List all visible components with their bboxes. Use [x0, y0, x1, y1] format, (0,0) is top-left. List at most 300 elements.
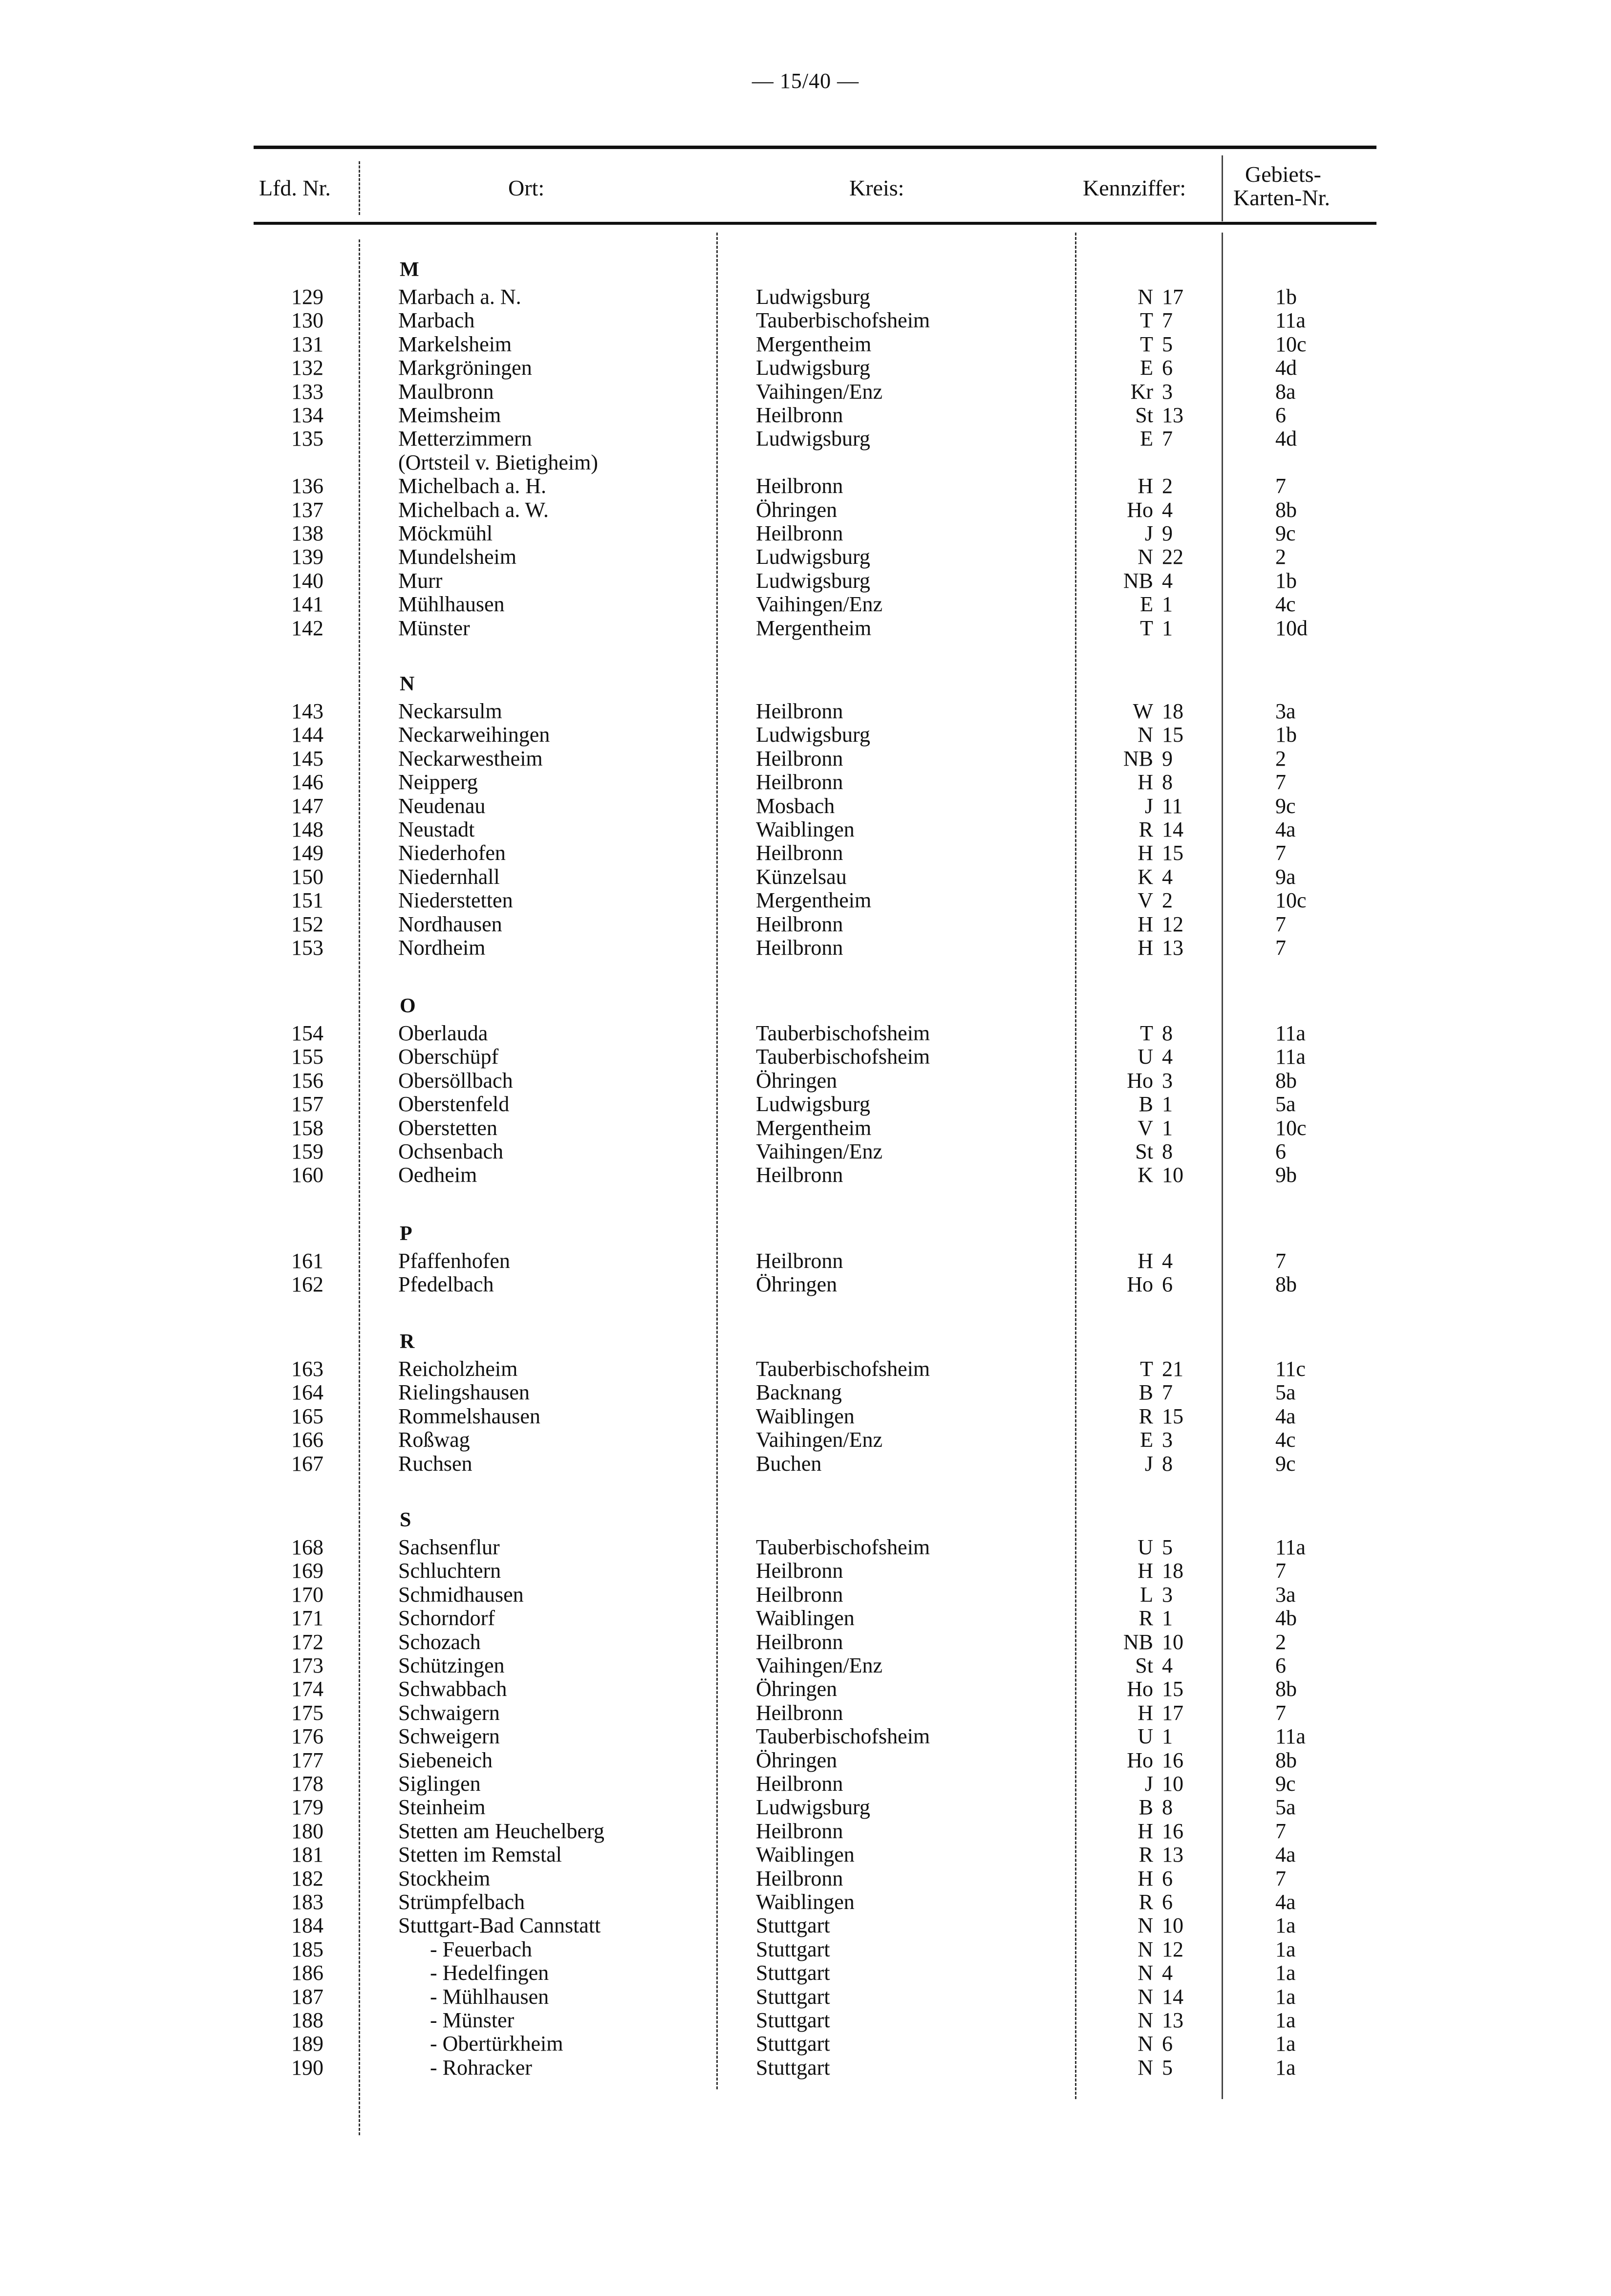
kennziffer-letter-cell: H — [1138, 1249, 1153, 1273]
lfd-nr-cell: 184 — [291, 1913, 323, 1937]
kreis-cell: Ludwigsburg — [756, 545, 870, 569]
page-number: — 15/40 — — [752, 69, 859, 93]
lfd-nr-cell: 131 — [291, 332, 323, 356]
table-row — [0, 474, 1611, 498]
gebietskarte-cell: 8b — [1275, 1677, 1297, 1701]
ort-cell: Ochsenbach — [398, 1139, 504, 1163]
gebietskarte-cell: 5a — [1275, 1092, 1296, 1116]
ort-cell: Murr — [398, 569, 443, 593]
section-letter: R — [400, 1330, 415, 1353]
kennziffer-letter-cell: St — [1135, 1653, 1153, 1677]
header-kreis: Kreis: — [849, 175, 904, 200]
kennziffer-letter-cell: T — [1140, 332, 1153, 356]
kreis-cell: Waiblingen — [756, 817, 855, 841]
table-row — [0, 380, 1611, 404]
kennziffer-letter-cell: E — [1140, 356, 1153, 380]
table-row — [0, 818, 1611, 841]
lfd-nr-cell: 169 — [291, 1559, 323, 1583]
kennziffer-letter-cell: J — [1144, 1772, 1153, 1796]
gebietskarte-cell: 10c — [1275, 1116, 1307, 1140]
gebietskarte-cell: 1b — [1275, 569, 1297, 593]
kreis-cell: Stuttgart — [756, 1985, 830, 2009]
table-row — [0, 700, 1611, 723]
kennziffer-number-cell: 4 — [1162, 1045, 1173, 1069]
kennziffer-letter-cell: V — [1138, 888, 1153, 912]
gebietskarte-cell: 7 — [1275, 474, 1286, 498]
kreis-cell: Heilbronn — [756, 912, 843, 936]
header-ort: Ort: — [508, 175, 545, 200]
kreis-cell: Heilbronn — [756, 521, 843, 545]
kreis-cell: Öhringen — [756, 1069, 838, 1093]
ort-cell: Niederhofen — [398, 841, 506, 865]
kennziffer-number-cell: 4 — [1162, 498, 1173, 522]
kennziffer-letter-cell: NB — [1123, 1630, 1153, 1654]
table-row — [0, 451, 1611, 474]
gebietskarte-cell: 3a — [1275, 1583, 1296, 1607]
gebietskarte-cell: 7 — [1275, 1819, 1286, 1843]
kennziffer-letter-cell: B — [1138, 1795, 1153, 1819]
table-row — [0, 723, 1611, 747]
section-letter-row — [0, 672, 1611, 696]
table-row — [0, 936, 1611, 960]
ort-cell: Schützingen — [398, 1653, 505, 1677]
table-row — [0, 2056, 1611, 2080]
ort-cell: Schmidhausen — [398, 1583, 524, 1607]
table-row — [0, 1867, 1611, 1890]
gebietskarte-cell: 1a — [1275, 1913, 1296, 1937]
gebietskarte-cell: 7 — [1275, 770, 1286, 794]
lfd-nr-cell: 173 — [291, 1653, 323, 1677]
kennziffer-number-cell: 8 — [1162, 1452, 1173, 1476]
kreis-cell: Künzelsau — [756, 865, 847, 889]
ort-cell: Neipperg — [398, 770, 478, 794]
gebietskarte-cell: 9c — [1275, 521, 1296, 545]
table-row — [0, 285, 1611, 309]
kennziffer-number-cell: 1 — [1162, 1092, 1173, 1116]
kreis-cell: Ludwigsburg — [756, 285, 870, 309]
gebietskarte-cell: 5a — [1275, 1380, 1296, 1404]
ort-cell: Mundelsheim — [398, 545, 516, 569]
lfd-nr-cell: 187 — [291, 1985, 323, 2009]
ort-cell: Marbach a. N. — [398, 285, 521, 309]
ort-cell: Michelbach a. W. — [398, 498, 549, 522]
ort-cell: Neckarwestheim — [398, 747, 543, 771]
gebietskarte-cell: 1a — [1275, 1961, 1296, 1985]
kennziffer-number-cell: 14 — [1162, 1985, 1183, 2009]
kennziffer-number-cell: 5 — [1162, 1535, 1173, 1559]
column-divider-kennziffer-gebiets-header — [1222, 155, 1223, 221]
lfd-nr-cell: 174 — [291, 1677, 323, 1701]
lfd-nr-cell: 156 — [291, 1069, 323, 1093]
table-row — [0, 889, 1611, 912]
gebietskarte-cell: 11a — [1275, 1045, 1306, 1069]
gebietskarte-cell: 1b — [1275, 723, 1297, 747]
kennziffer-letter-cell: H — [1138, 936, 1153, 960]
kennziffer-number-cell: 12 — [1162, 912, 1183, 936]
kennziffer-letter-cell: N — [1138, 1937, 1153, 1961]
kreis-cell: Heilbronn — [756, 1163, 843, 1187]
gebietskarte-cell: 2 — [1275, 747, 1286, 771]
lfd-nr-cell: 147 — [291, 794, 323, 818]
kennziffer-number-cell: 4 — [1162, 865, 1173, 889]
lfd-nr-cell: 130 — [291, 308, 323, 332]
table-row — [0, 1607, 1611, 1630]
ort-cell: Metterzimmern — [398, 427, 532, 451]
kennziffer-number-cell: 7 — [1162, 308, 1173, 332]
kreis-cell: Mergentheim — [756, 616, 872, 640]
column-divider-lfd — [359, 161, 360, 215]
ort-cell: - Münster — [430, 2008, 515, 2032]
section-letter-row — [0, 1222, 1611, 1245]
kreis-cell: Waiblingen — [756, 1890, 855, 1914]
kennziffer-number-cell: 22 — [1162, 545, 1183, 569]
section-letter-row — [0, 994, 1611, 1018]
gebietskarte-cell: 8b — [1275, 498, 1297, 522]
table-row — [0, 1914, 1611, 1937]
table-row — [0, 1405, 1611, 1428]
lfd-nr-cell: 161 — [291, 1249, 323, 1273]
kennziffer-number-cell: 8 — [1162, 1795, 1173, 1819]
kreis-cell: Öhringen — [756, 1272, 838, 1296]
table-row — [0, 356, 1611, 380]
ort-cell: Schluchtern — [398, 1559, 501, 1583]
kreis-cell: Tauberbischofsheim — [756, 1045, 930, 1069]
ort-cell: Siglingen — [398, 1772, 481, 1796]
table-row — [0, 522, 1611, 545]
kennziffer-number-cell: 15 — [1162, 1677, 1183, 1701]
kennziffer-letter-cell: R — [1138, 1606, 1153, 1630]
lfd-nr-cell: 188 — [291, 2008, 323, 2032]
kennziffer-number-cell: 6 — [1162, 1272, 1173, 1296]
gebietskarte-cell: 7 — [1275, 1559, 1286, 1583]
kennziffer-letter-cell: H — [1138, 841, 1153, 865]
gebietskarte-cell: 5a — [1275, 1795, 1296, 1819]
kreis-cell: Mosbach — [756, 794, 835, 818]
ort-cell: Marbach — [398, 308, 475, 332]
table-row — [0, 747, 1611, 771]
ort-cell: Pfaffenhofen — [398, 1249, 510, 1273]
ort-cell: Markgröningen — [398, 356, 532, 380]
table-row — [0, 1985, 1611, 2009]
kennziffer-number-cell: 5 — [1162, 332, 1173, 356]
table-row — [0, 1890, 1611, 1914]
kreis-cell: Heilbronn — [756, 1701, 843, 1725]
kreis-cell: Heilbronn — [756, 474, 843, 498]
ort-cell: Oberlauda — [398, 1021, 488, 1045]
kennziffer-letter-cell: K — [1138, 1163, 1153, 1187]
kennziffer-letter-cell: V — [1138, 1116, 1153, 1140]
kreis-cell: Heilbronn — [756, 1583, 843, 1607]
lfd-nr-cell: 175 — [291, 1701, 323, 1725]
header-gebiets-line2: Karten-Nr. — [1233, 185, 1330, 210]
kennziffer-letter-cell: U — [1138, 1535, 1153, 1559]
ort-cell: - Obertürkheim — [430, 2032, 563, 2056]
kennziffer-number-cell: 16 — [1162, 1748, 1183, 1772]
kennziffer-number-cell: 9 — [1162, 747, 1173, 771]
kennziffer-letter-cell: R — [1138, 817, 1153, 841]
kreis-cell: Vaihingen/Enz — [756, 380, 883, 404]
ort-cell: Rommelshausen — [398, 1404, 540, 1428]
kennziffer-number-cell: 3 — [1162, 1428, 1173, 1452]
kennziffer-number-cell: 8 — [1162, 1139, 1173, 1163]
gebietskarte-cell: 2 — [1275, 545, 1286, 569]
kennziffer-number-cell: 1 — [1162, 616, 1173, 640]
kennziffer-number-cell: 13 — [1162, 2008, 1183, 2032]
kennziffer-letter-cell: N — [1138, 723, 1153, 747]
table-row — [0, 1140, 1611, 1163]
table-row — [0, 1820, 1611, 1843]
section-letter: M — [400, 258, 419, 281]
ort-cell: Siebeneich — [398, 1748, 493, 1772]
kreis-cell: Heilbronn — [756, 403, 843, 427]
kennziffer-letter-cell: N — [1138, 1985, 1153, 2009]
lfd-nr-cell: 186 — [291, 1961, 323, 1985]
table-row — [0, 1357, 1611, 1381]
kennziffer-letter-cell: Ho — [1127, 1748, 1153, 1772]
kennziffer-number-cell: 10 — [1162, 1163, 1183, 1187]
ort-cell: Nordheim — [398, 936, 486, 960]
kreis-cell: Öhringen — [756, 498, 838, 522]
gebietskarte-cell: 11c — [1275, 1357, 1306, 1381]
kennziffer-number-cell: 7 — [1162, 1380, 1173, 1404]
gebietskarte-cell: 9c — [1275, 1772, 1296, 1796]
ort-cell: Maulbronn — [398, 380, 494, 404]
gebietskarte-cell: 3a — [1275, 699, 1296, 723]
kreis-cell: Ludwigsburg — [756, 1092, 870, 1116]
kennziffer-letter-cell: NB — [1123, 569, 1153, 593]
kennziffer-number-cell: 18 — [1162, 699, 1183, 723]
ort-cell: - Hedelfingen — [430, 1961, 549, 1985]
kennziffer-letter-cell: N — [1138, 2032, 1153, 2056]
ort-cell: Markelsheim — [398, 332, 512, 356]
kennziffer-letter-cell: N — [1138, 1961, 1153, 1985]
gebietskarte-cell: 10c — [1275, 332, 1307, 356]
kennziffer-letter-cell: R — [1138, 1843, 1153, 1867]
kreis-cell: Ludwigsburg — [756, 356, 870, 380]
section-letter-row — [0, 258, 1611, 281]
kennziffer-letter-cell: Ho — [1127, 1272, 1153, 1296]
lfd-nr-cell: 153 — [291, 936, 323, 960]
kennziffer-number-cell: 3 — [1162, 1069, 1173, 1093]
ort-cell: Michelbach a. H. — [398, 474, 546, 498]
ort-cell: Neckarsulm — [398, 699, 502, 723]
kreis-cell: Ludwigsburg — [756, 427, 870, 451]
table-row — [0, 1093, 1611, 1116]
lfd-nr-cell: 183 — [291, 1890, 323, 1914]
lfd-nr-cell: 179 — [291, 1795, 323, 1819]
kennziffer-letter-cell: St — [1135, 403, 1153, 427]
kennziffer-letter-cell: H — [1138, 474, 1153, 498]
lfd-nr-cell: 152 — [291, 912, 323, 936]
ort-cell: Münster — [398, 616, 470, 640]
table-row — [0, 1116, 1611, 1140]
kennziffer-number-cell: 4 — [1162, 1961, 1173, 1985]
kennziffer-letter-cell: W — [1133, 699, 1153, 723]
lfd-nr-cell: 141 — [291, 592, 323, 616]
lfd-nr-cell: 177 — [291, 1748, 323, 1772]
table-row — [0, 569, 1611, 593]
kreis-cell: Stuttgart — [756, 2056, 830, 2080]
gebietskarte-cell: 4a — [1275, 1404, 1296, 1428]
table-row — [0, 545, 1611, 569]
gebietskarte-cell: 4c — [1275, 1428, 1296, 1452]
lfd-nr-cell: 154 — [291, 1021, 323, 1045]
table-row — [0, 865, 1611, 889]
kennziffer-letter-cell: H — [1138, 1559, 1153, 1583]
gebietskarte-cell: 1a — [1275, 1985, 1296, 2009]
kreis-cell: Ludwigsburg — [756, 1795, 870, 1819]
kreis-cell: Heilbronn — [756, 699, 843, 723]
gebietskarte-cell: 9a — [1275, 865, 1296, 889]
gebietskarte-cell: 9c — [1275, 794, 1296, 818]
lfd-nr-cell: 151 — [291, 888, 323, 912]
lfd-nr-cell: 136 — [291, 474, 323, 498]
table-row — [0, 1249, 1611, 1273]
table-row — [0, 1022, 1611, 1045]
lfd-nr-cell: 144 — [291, 723, 323, 747]
kreis-cell: Heilbronn — [756, 770, 843, 794]
table-row — [0, 593, 1611, 616]
lfd-nr-cell: 132 — [291, 356, 323, 380]
ort-cell: Oberstenfeld — [398, 1092, 510, 1116]
lfd-nr-cell: 158 — [291, 1116, 323, 1140]
kennziffer-number-cell: 13 — [1162, 1843, 1183, 1867]
lfd-nr-cell: 168 — [291, 1535, 323, 1559]
ort-cell: Steinheim — [398, 1795, 486, 1819]
gebietskarte-cell: 4d — [1275, 356, 1297, 380]
kennziffer-letter-cell: T — [1140, 308, 1153, 332]
kennziffer-letter-cell: B — [1138, 1380, 1153, 1404]
lfd-nr-cell: 138 — [291, 521, 323, 545]
kennziffer-letter-cell: T — [1140, 1021, 1153, 1045]
kennziffer-number-cell: 5 — [1162, 2056, 1173, 2080]
ort-cell: Pfedelbach — [398, 1272, 494, 1296]
gebietskarte-cell: 8b — [1275, 1748, 1297, 1772]
kreis-cell: Vaihingen/Enz — [756, 1653, 883, 1677]
kreis-cell: Vaihingen/Enz — [756, 592, 883, 616]
table-row — [0, 309, 1611, 332]
gebietskarte-cell: 6 — [1275, 1139, 1286, 1163]
ort-cell: Schwaigern — [398, 1701, 500, 1725]
ort-cell: Schwabbach — [398, 1677, 507, 1701]
ort-cell: Niedernhall — [398, 865, 500, 889]
lfd-nr-cell: 162 — [291, 1272, 323, 1296]
kennziffer-letter-cell: NB — [1123, 747, 1153, 771]
kennziffer-number-cell: 10 — [1162, 1630, 1183, 1654]
kreis-cell: Waiblingen — [756, 1404, 855, 1428]
ort-cell: Schweigern — [398, 1724, 500, 1748]
kennziffer-number-cell: 17 — [1162, 285, 1183, 309]
kennziffer-number-cell: 4 — [1162, 1653, 1173, 1677]
kreis-cell: Ludwigsburg — [756, 569, 870, 593]
ort-cell: Neckarweihingen — [398, 723, 550, 747]
ort-cell: Obersöllbach — [398, 1069, 513, 1093]
lfd-nr-cell: 181 — [291, 1843, 323, 1867]
kennziffer-number-cell: 4 — [1162, 569, 1173, 593]
gebietskarte-cell: 1a — [1275, 1937, 1296, 1961]
table-row — [0, 1701, 1611, 1725]
lfd-nr-cell: 157 — [291, 1092, 323, 1116]
kreis-cell: Öhringen — [756, 1748, 838, 1772]
lfd-nr-cell: 164 — [291, 1380, 323, 1404]
ort-cell: Mühlhausen — [398, 592, 505, 616]
kennziffer-letter-cell: J — [1144, 794, 1153, 818]
kennziffer-number-cell: 3 — [1162, 1583, 1173, 1607]
kennziffer-number-cell: 9 — [1162, 521, 1173, 545]
kreis-cell: Stuttgart — [756, 2032, 830, 2056]
table-row — [0, 1428, 1611, 1452]
lfd-nr-cell: 167 — [291, 1452, 323, 1476]
gebietskarte-cell: 1a — [1275, 2056, 1296, 2080]
lfd-nr-cell: 160 — [291, 1163, 323, 1187]
kennziffer-letter-cell: H — [1138, 912, 1153, 936]
ort-cell: - Rohracker — [430, 2056, 532, 2080]
ort-cell: Neudenau — [398, 794, 486, 818]
table-row — [0, 2032, 1611, 2056]
lfd-nr-cell: 135 — [291, 427, 323, 451]
table-row — [0, 333, 1611, 356]
kreis-cell: Tauberbischofsheim — [756, 1021, 930, 1045]
table-row — [0, 2009, 1611, 2032]
lfd-nr-cell: 133 — [291, 380, 323, 404]
ort-cell: Oedheim — [398, 1163, 477, 1187]
table-row — [0, 427, 1611, 451]
gebietskarte-cell: 10c — [1275, 888, 1307, 912]
kennziffer-number-cell: 13 — [1162, 936, 1183, 960]
lfd-nr-cell: 129 — [291, 285, 323, 309]
ort-cell: Roßwag — [398, 1428, 470, 1452]
kennziffer-letter-cell: R — [1138, 1404, 1153, 1428]
kreis-cell: Heilbronn — [756, 747, 843, 771]
ort-cell: Niederstetten — [398, 888, 513, 912]
kennziffer-number-cell: 2 — [1162, 888, 1173, 912]
kennziffer-number-cell: 6 — [1162, 1867, 1173, 1890]
lfd-nr-cell: 171 — [291, 1606, 323, 1630]
table-top-rule — [254, 146, 1376, 149]
kennziffer-number-cell: 8 — [1162, 770, 1173, 794]
table-row — [0, 1654, 1611, 1677]
kreis-cell: Vaihingen/Enz — [756, 1139, 883, 1163]
gebietskarte-cell: 4a — [1275, 817, 1296, 841]
kreis-cell: Heilbronn — [756, 936, 843, 960]
kreis-cell: Tauberbischofsheim — [756, 308, 930, 332]
header-gebiets-line1: Gebiets- — [1245, 162, 1321, 187]
kennziffer-letter-cell: H — [1138, 770, 1153, 794]
kreis-cell: Stuttgart — [756, 1913, 830, 1937]
gebietskarte-cell: 9b — [1275, 1163, 1297, 1187]
table-row — [0, 771, 1611, 794]
table-row — [0, 1452, 1611, 1476]
lfd-nr-cell: 148 — [291, 817, 323, 841]
kennziffer-letter-cell: E — [1140, 592, 1153, 616]
kennziffer-number-cell: 6 — [1162, 2032, 1173, 2056]
kennziffer-number-cell: 15 — [1162, 1404, 1183, 1428]
kennziffer-number-cell: 15 — [1162, 723, 1183, 747]
kennziffer-number-cell: 1 — [1162, 592, 1173, 616]
ort-cell: Ruchsen — [398, 1452, 473, 1476]
kennziffer-letter-cell: H — [1138, 1867, 1153, 1890]
ort-cell: Strümpfelbach — [398, 1890, 525, 1914]
section-letter: P — [400, 1223, 412, 1245]
header-lfd-nr: Lfd. Nr. — [259, 175, 331, 200]
kreis-cell: Tauberbischofsheim — [756, 1357, 930, 1381]
ort-cell: Sachsenflur — [398, 1535, 500, 1559]
gebietskarte-cell: 4d — [1275, 427, 1297, 451]
kennziffer-letter-cell: J — [1144, 1452, 1153, 1476]
table-row — [0, 1677, 1611, 1701]
lfd-nr-cell: 189 — [291, 2032, 323, 2056]
kreis-cell: Heilbronn — [756, 841, 843, 865]
